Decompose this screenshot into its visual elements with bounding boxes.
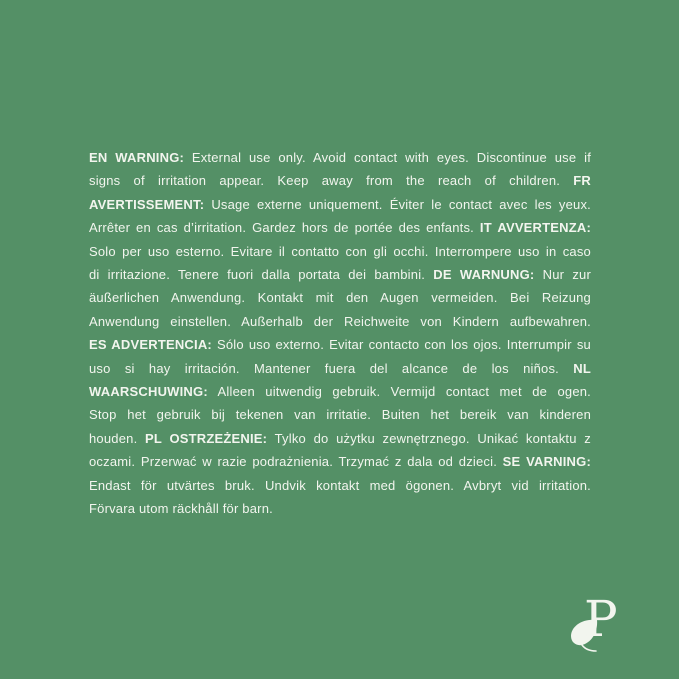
warning-segment: Usage externe uniquement. Éviter le contact avec les yeux.: [204, 196, 591, 212]
warning-line: [89, 474, 591, 497]
warning-line: [89, 169, 591, 192]
language-tag: FR: [573, 173, 591, 189]
warning-line: [89, 310, 591, 333]
language-tag: WAARSCHUWING:: [89, 384, 208, 400]
warning-segment: Arrêter en cas d’irritation. Gardez hors de portée des enfants.: [89, 220, 480, 236]
warning-segment: Stop het gebruik bij tekenen van irritatie. Buiten het bereik van kinderen: [89, 407, 591, 423]
warning-line: [89, 497, 591, 520]
language-tag: PL OSTRZEŻENIE:: [145, 430, 268, 446]
warning-segment: Endast för utvärtes bruk. Undvik kontakt med ögonen. Avbryt vid irritation.: [89, 477, 591, 493]
warning-segment: Tylko do użytku zewnętrznego. Unikać kontaktu z: [267, 430, 592, 446]
warning-segment: Förvara utom räckhåll för barn.: [89, 501, 273, 517]
warning-segment: houden.: [89, 430, 146, 446]
warning-line: [89, 146, 591, 169]
warning-line: [89, 450, 591, 473]
warning-line: [89, 357, 591, 380]
warning-segment: Sólo uso externo. Evitar contacto con los ojos. Interrumpir su: [211, 337, 591, 353]
warning-text: [89, 146, 591, 521]
warning-line: [89, 333, 591, 356]
language-tag: DE WARNUNG:: [433, 267, 535, 283]
warning-segment: External use only. Avoid contact with eyes. Discontinue use if: [184, 150, 592, 165]
warning-segment: äußerlichen Anwendung. Kontakt mit den Augen vermeiden. Bei Reizung: [89, 290, 591, 306]
language-tag: IT AVVERTENZA:: [479, 220, 592, 236]
warning-segment: Solo per uso esterno. Evitare il contatto con gli occhi. Interrompere uso in caso: [89, 243, 591, 259]
warning-line: [89, 380, 591, 403]
language-tag: EN WARNING:: [89, 150, 185, 165]
warning-line: [89, 403, 591, 426]
warning-line: [89, 263, 591, 286]
warning-segment: signs of irritation appear. Keep away from the reach of children.: [89, 173, 574, 189]
language-tag: AVERTISSEMENT:: [89, 196, 205, 212]
brand-logo: [569, 590, 623, 657]
warning-line: [89, 240, 591, 263]
warning-segment: Anwendung einstellen. Außerhalb der Reichweite von Kindern aufbewahren.: [89, 313, 591, 329]
language-tag: NL: [573, 360, 591, 376]
language-tag: ES ADVERTENCIA:: [89, 337, 212, 353]
warning-segment: oczami. Przerwać w razie podrażnienia. Trzymać z dala od dzieci.: [89, 454, 503, 470]
language-tag: SE VARNING:: [502, 454, 591, 470]
warning-segment: di irritazione. Tenere fuori dalla portata dei bambini.: [89, 267, 434, 283]
warning-line: [89, 193, 591, 216]
logo-letter: P: [584, 590, 618, 648]
warning-segment: uso si hay irritación. Mantener fuera del alcance de los niños.: [89, 360, 574, 376]
warning-segment: Alleen uitwendig gebruik. Vermijd contact met de ogen.: [207, 384, 591, 400]
warning-line: [89, 286, 591, 309]
warning-segment: Nur zur: [534, 267, 591, 283]
warning-line: [89, 216, 591, 239]
warning-line: [89, 427, 591, 450]
